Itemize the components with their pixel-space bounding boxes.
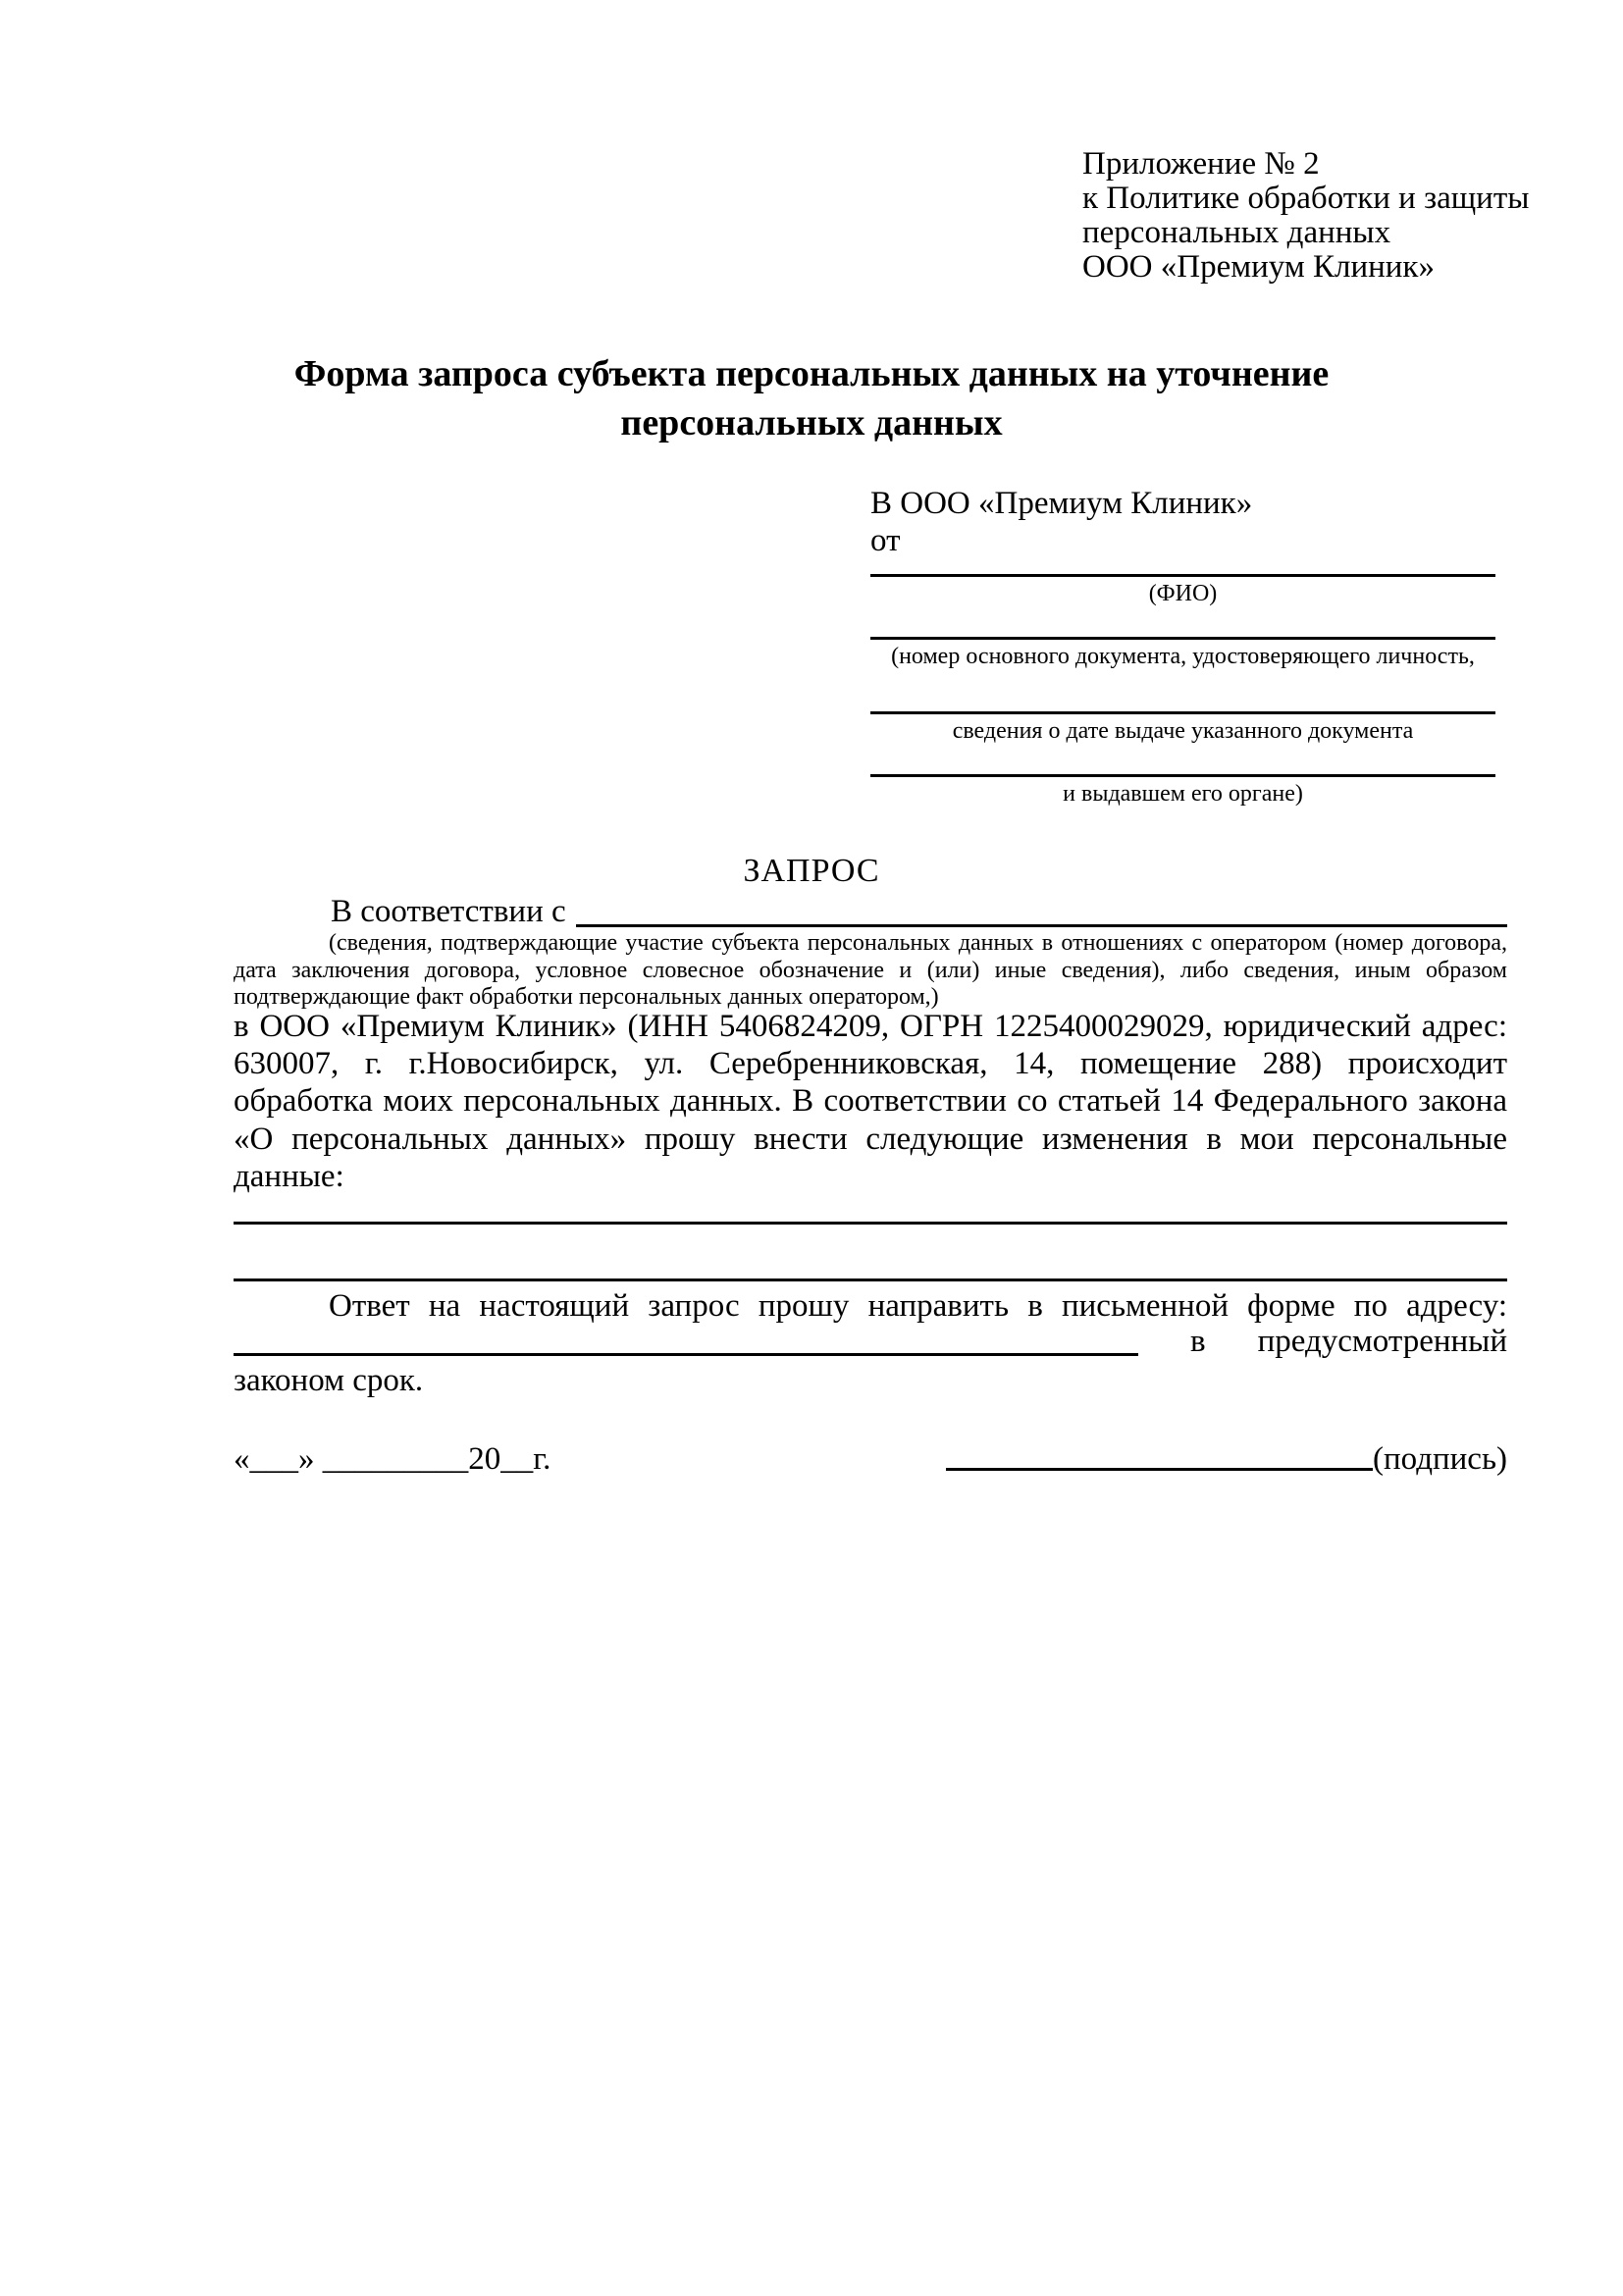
document-number-caption: (номер основного документа, удостоверяющего личность, — [891, 644, 1475, 669]
issue-date-caption: сведения о дате выдаче указанного документа — [952, 718, 1414, 744]
appendix-header-line: Приложение № 2 — [1082, 146, 1320, 182]
issuing-authority-caption: и выдавшем его органе) — [1063, 781, 1303, 807]
basis-input-line — [576, 893, 1507, 927]
request-intro-prefix: В соответствии с — [331, 894, 566, 929]
changes-input-line-1 — [234, 1222, 1507, 1225]
appendix-header-line: к Политике обработки и защиты — [1082, 181, 1530, 216]
issue-date-input-line — [870, 711, 1495, 714]
addressee-block — [870, 485, 1495, 559]
request-body-paragraph: в ООО «Премиум Клиник» (ИНН 5406824209, ОГРН 1225400029029, юридический адрес: 630007, г. г.Новосибирск, ул. Серебренниковская, 14, помещение 288) происходит обработка моих персональных данных. В соответствии со статьей 14 Федерального закона «О персональных данных» прошу внести следующие изменения в мои персональные данные: — [234, 1009, 1507, 1194]
reply-tail-text: законом срок. — [234, 1363, 424, 1398]
reply-inline-word: в — [1190, 1324, 1206, 1359]
fio-input-line — [870, 574, 1495, 577]
request-heading: ЗАПРОС — [743, 853, 880, 889]
request-intro-note: (сведения, подтверждающие участие субъекта персональных данных в отношениях с оператором (номер договора, дата заключения договора, условное словесное обозначение и (или) иные сведения), либо сведения, иным образом подтверждающие факт обработки персональных данных оператором,) — [234, 930, 1507, 1010]
fio-caption: (ФИО) — [1148, 581, 1218, 606]
signature-row — [234, 1440, 1507, 1478]
document-title — [0, 349, 1623, 447]
signature-line — [946, 1468, 1373, 1471]
issuing-authority-input-line — [870, 774, 1495, 777]
addressee-to: В ООО «Премиум Клиник» — [870, 486, 1253, 521]
appendix-header-line: ООО «Премиум Клиник» — [1082, 249, 1435, 285]
address-input-line — [234, 1353, 1138, 1356]
reply-inline-word: предусмотренный — [1257, 1324, 1507, 1359]
addressee-from-label: от — [870, 523, 901, 558]
signature-caption: (подпись) — [1373, 1441, 1507, 1477]
reply-request-line: Ответ на настоящий запрос прошу направить в письменной форме по адресу: — [329, 1288, 1507, 1324]
appendix-header-line: персональных данных — [1082, 215, 1391, 250]
document-number-input-line — [870, 637, 1495, 640]
request-intro-row — [234, 893, 1507, 930]
date-blank: «___» _________20__г. — [234, 1441, 551, 1477]
changes-input-line-2 — [234, 1278, 1507, 1281]
document-title-line: Форма запроса субъекта персональных данных на уточнение — [293, 353, 1330, 394]
document-title-line: персональных данных — [620, 402, 1003, 444]
reply-address-row — [234, 1323, 1507, 1360]
appendix-header — [1082, 147, 1529, 285]
